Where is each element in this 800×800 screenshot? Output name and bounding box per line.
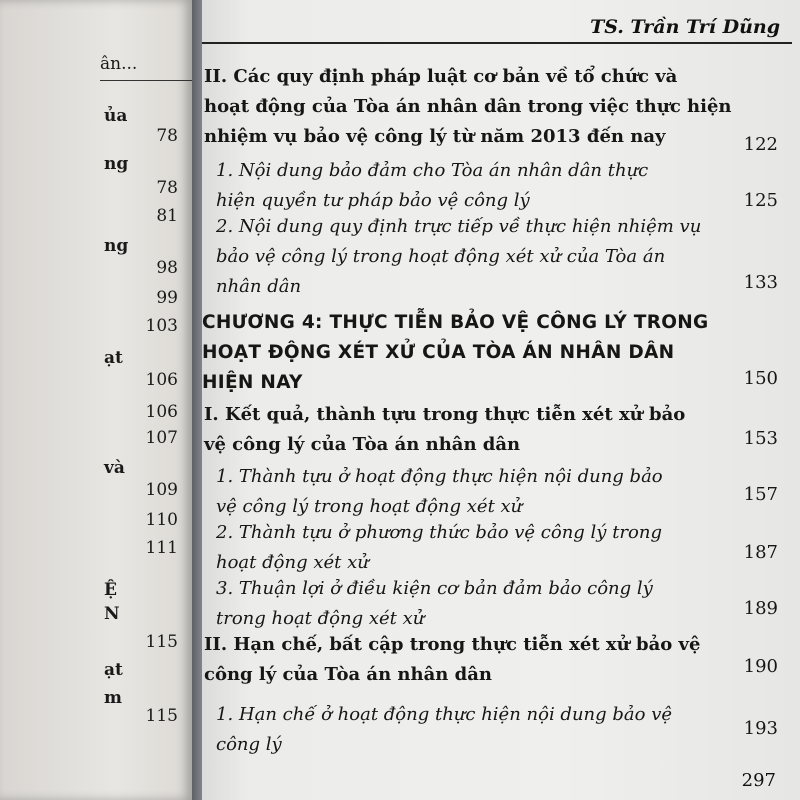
- toc-page-number: 153: [743, 428, 778, 449]
- toc-page-number: 193: [743, 718, 778, 739]
- left-page-number: 115: [145, 632, 178, 652]
- toc-page-number: 187: [743, 542, 778, 563]
- left-line: ủa: [104, 106, 128, 126]
- toc-entry-subsection-3: [216, 574, 653, 634]
- toc-line: II. Hạn chế, bất cập trong thực tiễn xét xử bảo vệ: [204, 634, 701, 655]
- toc-entry-section-II: [204, 62, 732, 152]
- left-page-number: 81: [156, 206, 178, 226]
- left-page-number: 99: [156, 288, 178, 308]
- toc-line: vệ công lý của Tòa án nhân dân: [204, 434, 521, 455]
- toc-line: hoạt động xét xử: [216, 552, 369, 573]
- left-page: [0, 0, 192, 800]
- toc-line: hoạt động của Tòa án nhân dân trong việc thực hiện: [204, 96, 732, 117]
- toc-line: 2. Nội dung quy định trực tiếp về thực hiện nhiệm vụ: [216, 216, 702, 237]
- toc-entry-section-II: [204, 630, 700, 690]
- toc-line: 1. Nội dung bảo đảm cho Tòa án nhân dân thực: [216, 160, 649, 181]
- toc-entry-subsection-2: [216, 212, 701, 302]
- left-line: ng: [104, 236, 129, 256]
- left-page-number: 110: [145, 510, 178, 530]
- left-line: m: [104, 688, 122, 708]
- toc-entry-subsection-1: [216, 700, 672, 760]
- left-line: N: [104, 604, 120, 624]
- toc-line: I. Kết quả, thành tựu trong thực tiễn xét xử bảo: [204, 404, 686, 425]
- toc-page-number: 157: [743, 484, 778, 505]
- toc-page-number: 122: [743, 134, 778, 155]
- left-line: ng: [104, 154, 129, 174]
- toc-line: vệ công lý trong hoạt động xét xử: [216, 496, 523, 517]
- toc-entry-section-I: [204, 400, 685, 460]
- toc-entry-subsection-2: [216, 518, 662, 578]
- left-page-number: 103: [145, 316, 178, 336]
- left-page-number: 106: [145, 370, 178, 390]
- toc-line: 1. Hạn chế ở hoạt động thực hiện nội dung bảo vệ: [216, 704, 673, 725]
- toc-line: trong hoạt động xét xử: [216, 608, 425, 629]
- toc-line: 1. Thành tựu ở hoạt động thực hiện nội dung bảo: [216, 466, 663, 487]
- left-page-rule: [100, 80, 192, 81]
- toc-line: nhân dân: [216, 276, 302, 297]
- toc-page-number: 150: [743, 368, 778, 389]
- toc-line: II. Các quy định pháp luật cơ bản về tổ chức và: [204, 66, 678, 87]
- toc-line: nhiệm vụ bảo vệ công lý từ năm 2013 đến nay: [204, 126, 666, 147]
- left-line: ạt: [104, 348, 123, 368]
- right-page: [202, 0, 800, 800]
- toc-page-number: 189: [743, 598, 778, 619]
- left-page-number: 78: [156, 178, 178, 198]
- left-line: ạt: [104, 660, 123, 680]
- left-page-number: 107: [145, 428, 178, 448]
- toc-page-number: 133: [743, 272, 778, 293]
- header-rule: [202, 42, 792, 44]
- toc-page-number: 125: [743, 190, 778, 211]
- left-page-number: 111: [145, 538, 178, 558]
- left-page-number: 98: [156, 258, 178, 278]
- left-page-number: 115: [145, 706, 178, 726]
- toc-entry-subsection-1: [216, 156, 648, 216]
- toc-entry-chapter-4: [202, 308, 709, 398]
- left-page-number: 109: [145, 480, 178, 500]
- left-page-number: 78: [156, 126, 178, 146]
- toc-line: công lý: [216, 734, 282, 755]
- toc-line: 3. Thuận lợi ở điều kiện cơ bản đảm bảo công lý: [216, 578, 653, 599]
- toc-line: CHƯƠNG 4: THỰC TIỄN BẢO VỆ CÔNG LÝ TRONG: [202, 312, 709, 333]
- left-page-number: 106: [145, 402, 178, 422]
- toc-line: hiện quyền tư pháp bảo vệ công lý: [216, 190, 530, 211]
- toc-line: HIỆN NAY: [202, 372, 303, 393]
- page-number: 297: [741, 770, 776, 791]
- toc-line: HOẠT ĐỘNG XÉT XỬ CỦA TÒA ÁN NHÂN DÂN: [202, 342, 675, 363]
- toc-page-number: 190: [743, 656, 778, 677]
- toc-entry-subsection-1: [216, 462, 663, 522]
- left-line: và: [104, 458, 125, 478]
- toc-line: bảo vệ công lý trong hoạt động xét xử của Tòa án: [216, 246, 666, 267]
- running-header: TS. Trần Trí Dũng: [590, 16, 780, 38]
- toc-line: công lý của Tòa án nhân dân: [204, 664, 492, 685]
- left-line: Ệ: [104, 580, 117, 600]
- left-page-header-fragment: ân...: [100, 54, 138, 74]
- toc-line: 2. Thành tựu ở phương thức bảo vệ công lý trong: [216, 522, 662, 543]
